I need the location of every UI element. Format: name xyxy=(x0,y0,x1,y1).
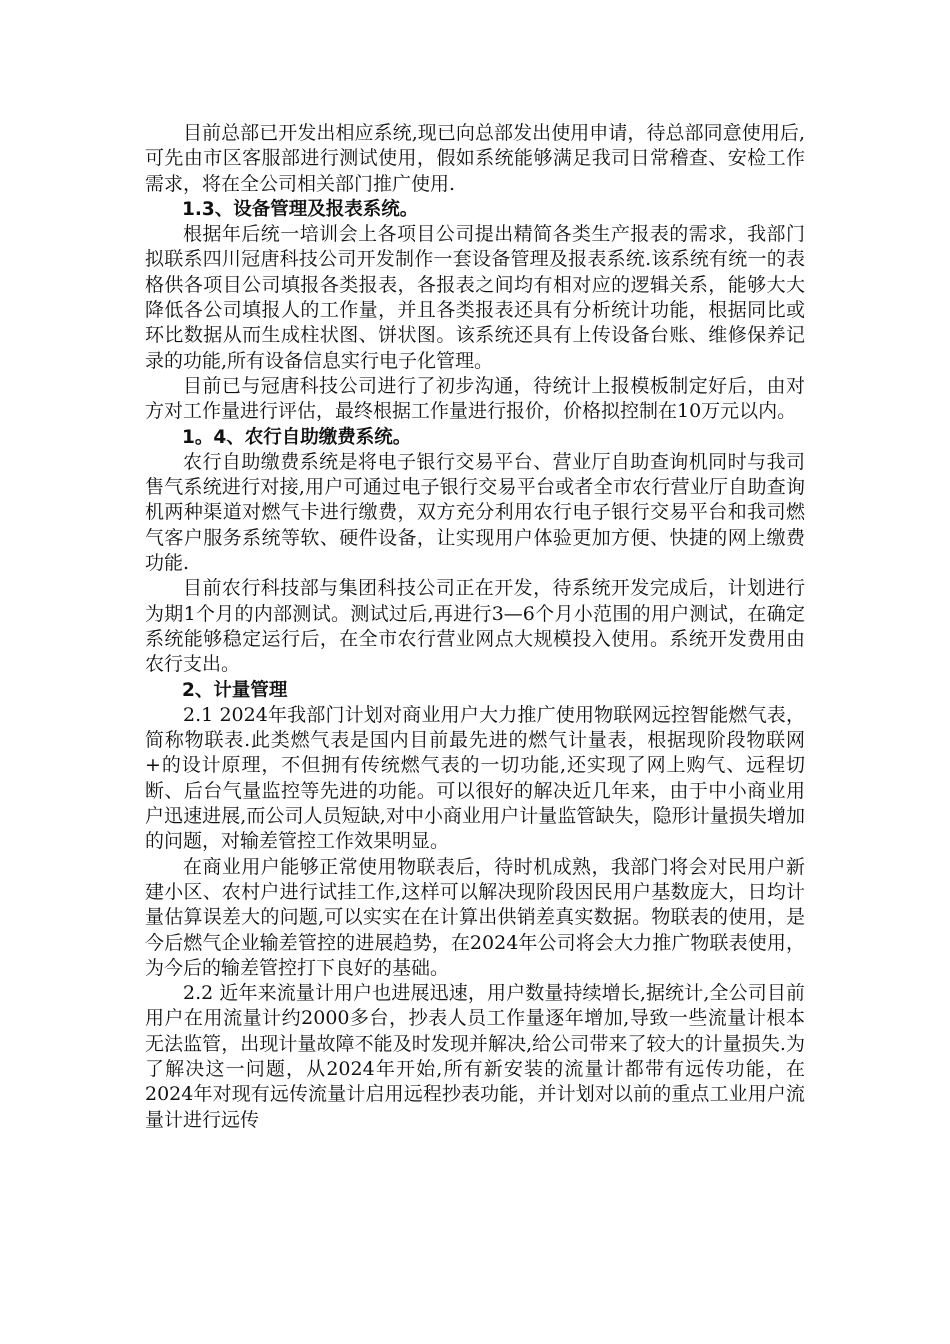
heading-abc-payment-system: 1。4、农行自助缴费系统。 xyxy=(182,426,412,448)
heading-metering-management: 2、计量管理 xyxy=(182,679,288,701)
paragraph-iot-meter-rollout: 在商业用户能够正常使用物联表后，待时机成熟，我部门将会对民用户新建小区、农村户进行试挂工作,这样可以解决现阶段因民用户基数庞大，日均计量估算误差大的问题,可以实实在在计算出供销差真实数据。物联表的使用，是今后燃气企业输差管控的进展趋势，在2024年公司将会大力推广物联表使用，为今后的输差管控打下良好的基础。 xyxy=(145,855,805,979)
paragraph-system-usage: 目前总部已开发出相应系统,现已向总部发出使用申请，待总部同意使用后,可先由市区客服部进行测试使用，假如系统能够满足我司日常稽查、安检工作需求，将在全公司相关部门推广使用. xyxy=(145,122,805,195)
document-body xyxy=(145,121,805,1133)
paragraph-payment-system-plan: 目前农行科技部与集团科技公司正在开发，待系统开发完成后，计划进行为期1个月的内部测试。测试过后,再进行3—6个月小范围的用户测试，在确定系统能够稳定运行后，在全市农行营业网点大规模投入使用。系统开发费用由农行支出。 xyxy=(145,577,805,676)
paragraph-report-system-budget: 目前已与冠唐科技公司进行了初步沟通，待统计上报模板制定好后，由对方对工作量进行评估，最终根据工作量进行报价，价格拟控制在10万元以内。 xyxy=(145,374,805,423)
heading-equipment-report-system: 1.3、设备管理及报表系统。 xyxy=(182,198,419,220)
paragraph-payment-system-description: 农行自助缴费系统是将电子银行交易平台、营业厅自助查询机同时与我司售气系统进行对接,用户可通过电子银行交易平台或者全市农行营业厅自助查询机两种渠道对燃气卡进行缴费，双方充分利用农行电子银行交易平台和我司燃气客户服务系统等软、硬件设备，让实现用户体验更加方便、快捷的网上缴费功能. xyxy=(145,450,805,575)
paragraph-report-system-description: 根据年后统一培训会上各项目公司提出精简各类生产报表的需求，我部门拟联系四川冠唐科技公司开发制作一套设备管理及报表系统.该系统有统一的表格供各项目公司填报各类报表，各报表之间均有相对应的逻辑关系，能够大大降低各公司填报人的工作量，并且各类报表还具有分析统计功能，根据同比或环比数据从而生成柱状图、饼状图。该系统还具有上传设备台账、维修保养记录的功能,所有设备信息实行电子化管理。 xyxy=(145,223,805,372)
paragraph-flowmeter-remote: 2.2 近年来流量计用户也进展迅速，用户数量持续增长,据统计,全公司目前用户在用流量计约2000多台，抄表人员工作量逐年增加,导致一些流量计根本无法监管，出现计量故障不能及时发现并解决,给公司带来了较大的计量损失.为了解决这一问题，从2024年开始,所有新安装的流量计都带有远传功能，在2024年对现有远传流量计启用远程抄表功能，并计划对以前的重点工业用户流量计进行远传 xyxy=(145,982,805,1131)
paragraph-iot-meter: 2.1 2024年我部门计划对商业用户大力推广使用物联网远控智能燃气表，简称物联表.此类燃气表是国内目前最先进的燃气计量表，根据现阶段物联网+的设计原理，不但拥有传统燃气表的一切功能,还实现了网上购气、远程切断、后台气量监控等先进的功能。可以很好的解决近几年来，由于中小商业用户迅速进展,而公司人员短缺,对中小商业用户计量监管缺失，隐形计量损失增加的问题，对输差管控工作效果明显。 xyxy=(145,703,805,853)
